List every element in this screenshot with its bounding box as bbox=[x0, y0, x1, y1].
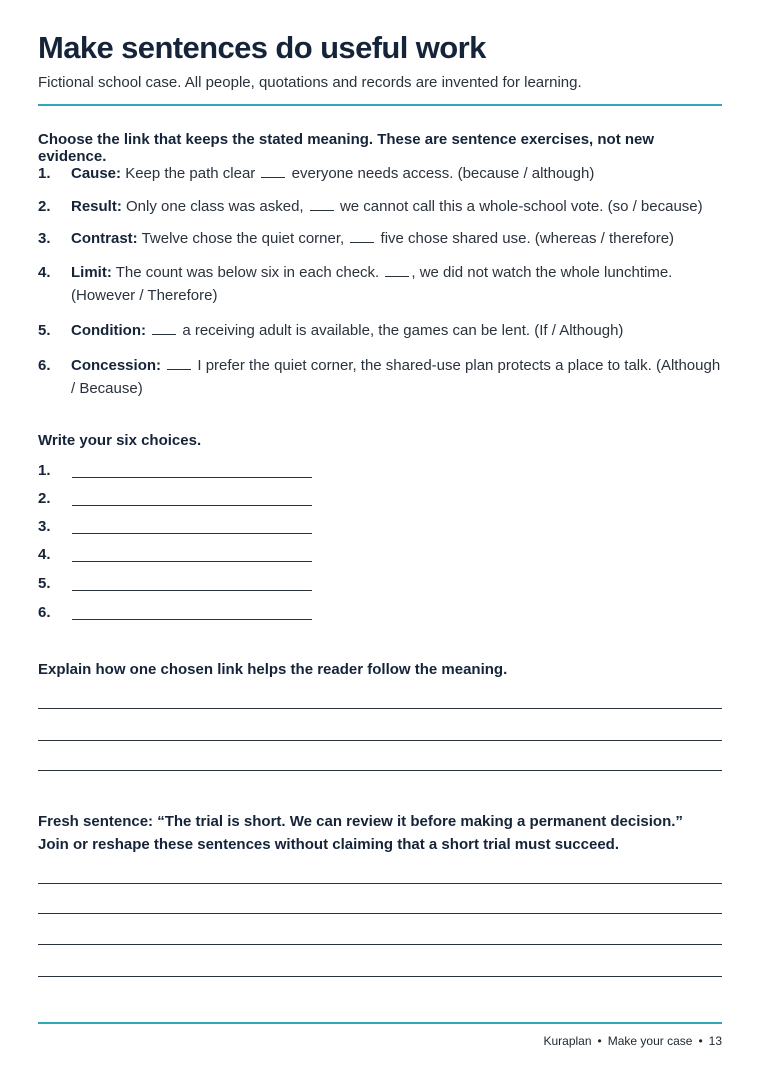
header-divider bbox=[38, 104, 722, 106]
answer-number: 2. bbox=[38, 490, 51, 507]
exercise-number: 2. bbox=[38, 198, 51, 215]
answer-blank bbox=[385, 276, 409, 277]
footer-divider bbox=[38, 1022, 722, 1024]
answer-blank bbox=[310, 210, 334, 211]
answer-row bbox=[38, 490, 338, 510]
exercise-text-after: a receiving adult is available, the games can be lent. (If / Although) bbox=[182, 322, 624, 339]
exercise-number: 1. bbox=[38, 165, 51, 182]
answers-prompt: Write your six choices. bbox=[38, 432, 202, 449]
exercise-text-before: Keep the path clear bbox=[125, 165, 256, 182]
writing-line[interactable] bbox=[38, 770, 722, 771]
answer-line[interactable] bbox=[72, 619, 312, 620]
exercise-text-before: Twelve chose the quiet corner, bbox=[141, 230, 345, 247]
page-footer bbox=[543, 1034, 722, 1048]
answer-line[interactable] bbox=[72, 533, 312, 534]
answer-blank bbox=[261, 177, 285, 178]
footer-section: Make your case bbox=[607, 1034, 693, 1048]
footer-brand: Kuraplan bbox=[543, 1034, 592, 1048]
answer-row bbox=[38, 518, 338, 538]
exercise-label: Concession: bbox=[71, 357, 162, 374]
exercise-number: 3. bbox=[38, 230, 51, 247]
fresh-prompt-line2: Join or reshape these sentences without claiming that a short trial must succeed. bbox=[38, 836, 619, 853]
answer-number: 1. bbox=[38, 462, 51, 479]
writing-line[interactable] bbox=[38, 708, 722, 709]
exercise-text-before: Only one class was asked, bbox=[126, 198, 304, 215]
exercise-text-after: five chose shared use. (whereas / therefore) bbox=[380, 230, 675, 247]
footer-separator: • bbox=[698, 1034, 703, 1048]
writing-line[interactable] bbox=[38, 976, 722, 977]
writing-line[interactable] bbox=[38, 944, 722, 945]
exercise-label: Result: bbox=[71, 198, 122, 215]
answer-blank bbox=[152, 334, 176, 335]
answer-number: 4. bbox=[38, 546, 51, 563]
answer-row bbox=[38, 462, 338, 482]
exercise-label: Cause: bbox=[71, 165, 122, 182]
writing-line[interactable] bbox=[38, 740, 722, 741]
answer-blank bbox=[167, 369, 191, 370]
answer-number: 3. bbox=[38, 518, 51, 535]
exercise-label: Contrast: bbox=[71, 230, 138, 247]
page-title: Make sentences do useful work bbox=[38, 30, 486, 65]
writing-line[interactable] bbox=[38, 883, 722, 884]
exercise-prompt: Choose the link that keeps the stated meaning. These are sentence exercises, not new evidence. bbox=[38, 131, 655, 165]
answer-line[interactable] bbox=[72, 505, 312, 506]
answer-row bbox=[38, 546, 338, 566]
exercise-text-after: I prefer the quiet corner, the shared-use plan protects a place to talk. (Although / Because) bbox=[71, 357, 721, 397]
answer-number: 5. bbox=[38, 575, 51, 592]
answer-row bbox=[38, 575, 338, 595]
fresh-prompt-line1: Fresh sentence: “The trial is short. We can review it before making a permanent decision.” bbox=[38, 813, 683, 830]
answer-line[interactable] bbox=[72, 561, 312, 562]
exercise-label: Limit: bbox=[71, 264, 112, 281]
exercise-text-before: The count was below six in each check. bbox=[115, 264, 380, 281]
exercise-text-after: , we did not watch the whole lunchtime. (However / Therefore) bbox=[71, 264, 673, 304]
exercise-number: 5. bbox=[38, 322, 51, 339]
writing-line[interactable] bbox=[38, 913, 722, 914]
exercise-text-after: everyone needs access. (because / although) bbox=[291, 165, 595, 182]
answer-line[interactable] bbox=[72, 590, 312, 591]
page-subtitle: Fictional school case. All people, quotations and records are invented for learning. bbox=[38, 74, 582, 91]
answer-row bbox=[38, 604, 338, 624]
page-number: 13 bbox=[708, 1034, 722, 1048]
exercise-number: 4. bbox=[38, 264, 51, 281]
answer-number: 6. bbox=[38, 604, 51, 621]
exercise-number: 6. bbox=[38, 357, 51, 374]
exercise-label: Condition: bbox=[71, 322, 146, 339]
worksheet-page bbox=[38, 0, 722, 1076]
exercise-text-after: we cannot call this a whole-school vote. (so / because) bbox=[339, 198, 703, 215]
answer-line[interactable] bbox=[72, 477, 312, 478]
footer-separator: • bbox=[597, 1034, 602, 1048]
answer-blank bbox=[350, 242, 374, 243]
explain-prompt: Explain how one chosen link helps the reader follow the meaning. bbox=[38, 661, 508, 678]
